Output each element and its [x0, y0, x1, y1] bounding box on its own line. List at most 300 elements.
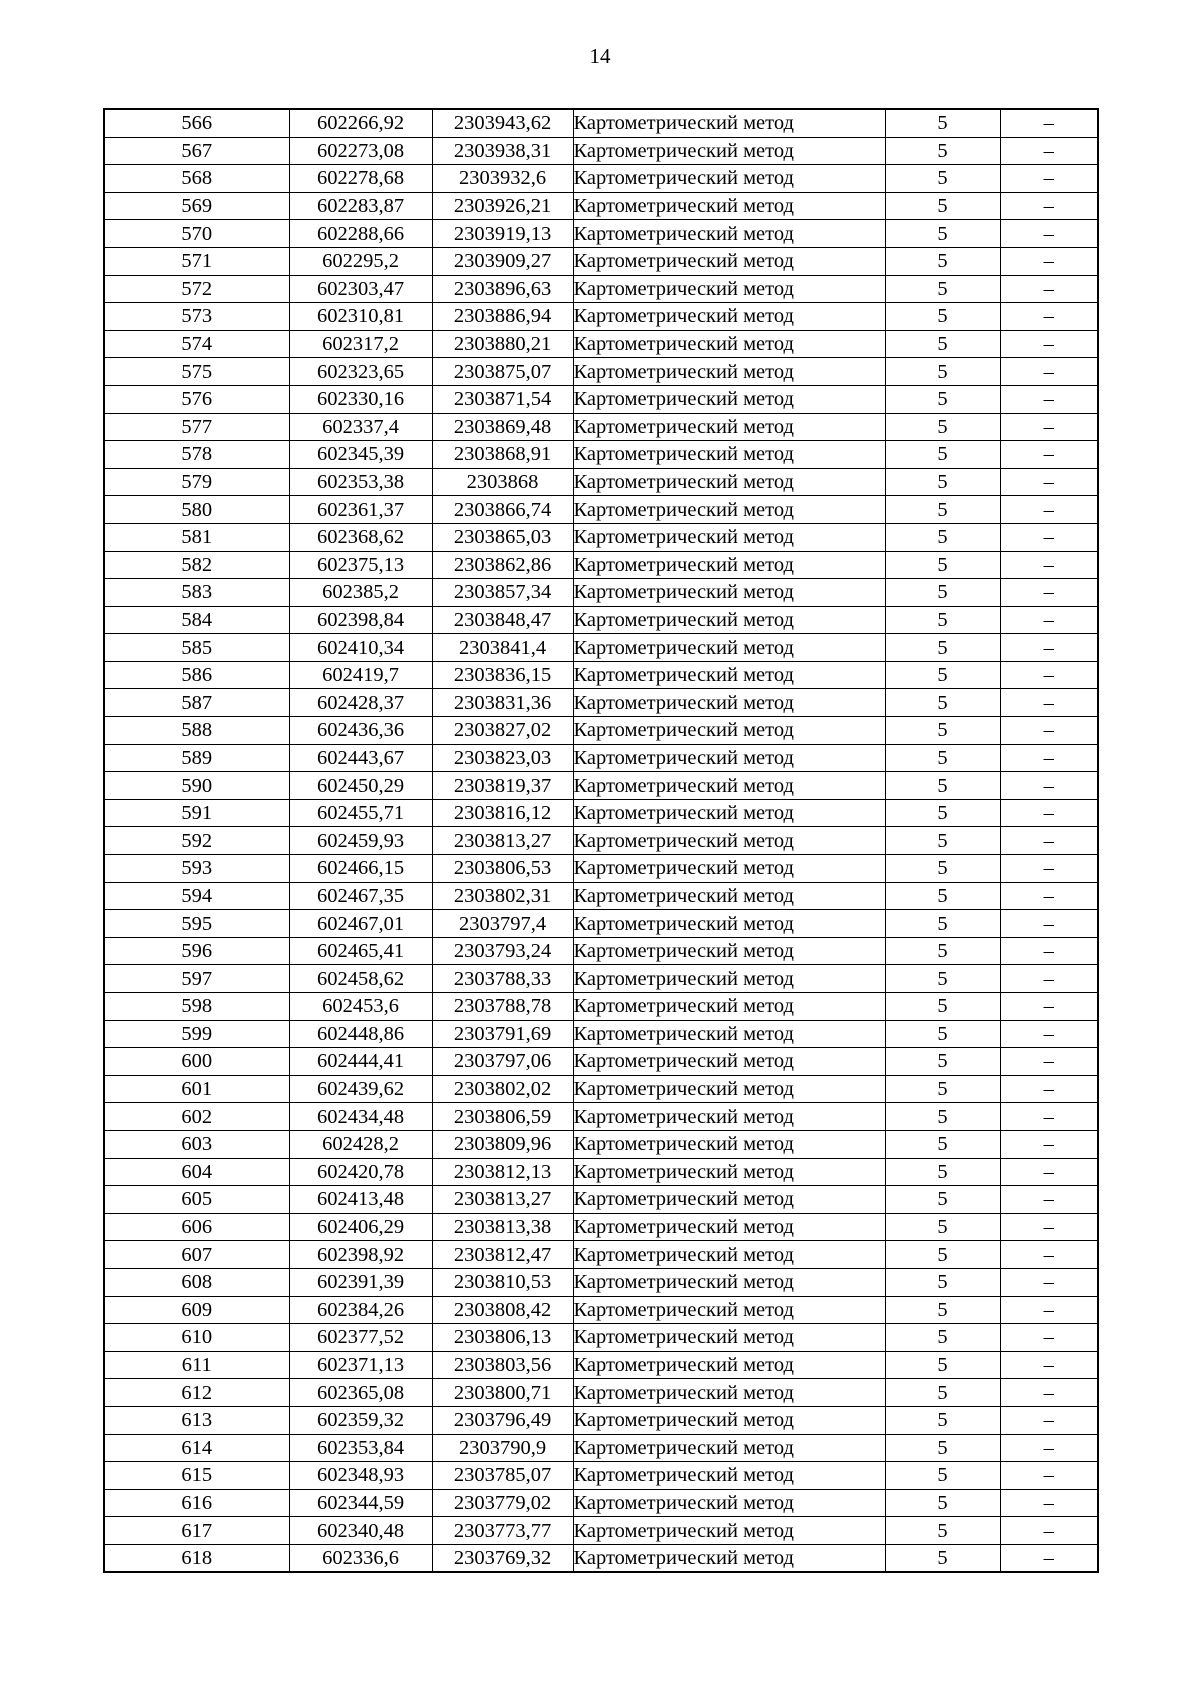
method-cell: Картометрический метод	[573, 551, 885, 579]
y-coordinate-cell: 2303779,02	[432, 1489, 573, 1517]
point-number-cell: 592	[104, 827, 289, 855]
point-number-cell: 584	[104, 606, 289, 634]
x-coordinate-cell: 602295,2	[289, 247, 432, 275]
method-cell: Картометрический метод	[573, 441, 885, 469]
accuracy-cell: 5	[885, 1268, 1000, 1296]
point-number-cell: 604	[104, 1158, 289, 1186]
method-cell: Картометрический метод	[573, 634, 885, 662]
accuracy-cell: 5	[885, 441, 1000, 469]
point-number-cell: 608	[104, 1268, 289, 1296]
x-coordinate-cell: 602353,84	[289, 1434, 432, 1462]
table-row	[104, 109, 1098, 137]
method-cell: Картометрический метод	[573, 937, 885, 965]
method-cell: Картометрический метод	[573, 1379, 885, 1407]
method-cell: Картометрический метод	[573, 1158, 885, 1186]
dash-cell: –	[1000, 109, 1098, 137]
method-cell: Картометрический метод	[573, 882, 885, 910]
table-row	[104, 1186, 1098, 1214]
dash-cell: –	[1000, 247, 1098, 275]
y-coordinate-cell: 2303808,42	[432, 1296, 573, 1324]
method-cell: Картометрический метод	[573, 1186, 885, 1214]
table-row	[104, 551, 1098, 579]
x-coordinate-cell: 602288,66	[289, 220, 432, 248]
method-cell: Картометрический метод	[573, 1351, 885, 1379]
accuracy-cell: 5	[885, 965, 1000, 993]
table-row	[104, 275, 1098, 303]
x-coordinate-cell: 602336,6	[289, 1544, 432, 1572]
x-coordinate-cell: 602455,71	[289, 799, 432, 827]
table-row	[104, 523, 1098, 551]
x-coordinate-cell: 602428,2	[289, 1130, 432, 1158]
method-cell: Картометрический метод	[573, 275, 885, 303]
table-row	[104, 882, 1098, 910]
accuracy-cell: 5	[885, 1241, 1000, 1269]
accuracy-cell: 5	[885, 1048, 1000, 1076]
x-coordinate-cell: 602466,15	[289, 855, 432, 883]
accuracy-cell: 5	[885, 1103, 1000, 1131]
accuracy-cell: 5	[885, 1075, 1000, 1103]
accuracy-cell: 5	[885, 579, 1000, 607]
dash-cell: –	[1000, 441, 1098, 469]
point-number-cell: 602	[104, 1103, 289, 1131]
y-coordinate-cell: 2303813,27	[432, 1186, 573, 1214]
x-coordinate-cell: 602450,29	[289, 772, 432, 800]
x-coordinate-cell: 602375,13	[289, 551, 432, 579]
y-coordinate-cell: 2303938,31	[432, 137, 573, 165]
dash-cell: –	[1000, 275, 1098, 303]
method-cell: Картометрический метод	[573, 910, 885, 938]
y-coordinate-cell: 2303769,32	[432, 1544, 573, 1572]
page-number: 14	[589, 44, 611, 68]
y-coordinate-cell: 2303773,77	[432, 1517, 573, 1545]
method-cell: Картометрический метод	[573, 192, 885, 220]
y-coordinate-cell: 2303868	[432, 468, 573, 496]
point-number-cell: 577	[104, 413, 289, 441]
x-coordinate-cell: 602283,87	[289, 192, 432, 220]
accuracy-cell: 5	[885, 496, 1000, 524]
dash-cell: –	[1000, 661, 1098, 689]
method-cell: Картометрический метод	[573, 385, 885, 413]
table-row	[104, 606, 1098, 634]
method-cell: Картометрический метод	[573, 827, 885, 855]
accuracy-cell: 5	[885, 109, 1000, 137]
x-coordinate-cell: 602398,84	[289, 606, 432, 634]
y-coordinate-cell: 2303866,74	[432, 496, 573, 524]
method-cell: Картометрический метод	[573, 965, 885, 993]
y-coordinate-cell: 2303788,78	[432, 993, 573, 1021]
dash-cell: –	[1000, 1462, 1098, 1490]
accuracy-cell: 5	[885, 247, 1000, 275]
accuracy-cell: 5	[885, 1020, 1000, 1048]
accuracy-cell: 5	[885, 910, 1000, 938]
accuracy-cell: 5	[885, 993, 1000, 1021]
dash-cell: –	[1000, 717, 1098, 745]
dash-cell: –	[1000, 303, 1098, 331]
method-cell: Картометрический метод	[573, 413, 885, 441]
method-cell: Картометрический метод	[573, 606, 885, 634]
table-row	[104, 247, 1098, 275]
method-cell: Картометрический метод	[573, 523, 885, 551]
table-row	[104, 1406, 1098, 1434]
dash-cell: –	[1000, 634, 1098, 662]
table-row	[104, 441, 1098, 469]
x-coordinate-cell: 602345,39	[289, 441, 432, 469]
y-coordinate-cell: 2303803,56	[432, 1351, 573, 1379]
method-cell: Картометрический метод	[573, 744, 885, 772]
accuracy-cell: 5	[885, 303, 1000, 331]
table-row	[104, 1351, 1098, 1379]
dash-cell: –	[1000, 1158, 1098, 1186]
dash-cell: –	[1000, 1268, 1098, 1296]
accuracy-cell: 5	[885, 1462, 1000, 1490]
dash-cell: –	[1000, 1048, 1098, 1076]
point-number-cell: 566	[104, 109, 289, 137]
point-number-cell: 612	[104, 1379, 289, 1407]
accuracy-cell: 5	[885, 661, 1000, 689]
y-coordinate-cell: 2303871,54	[432, 385, 573, 413]
table-row	[104, 468, 1098, 496]
method-cell: Картометрический метод	[573, 358, 885, 386]
x-coordinate-cell: 602385,2	[289, 579, 432, 607]
accuracy-cell: 5	[885, 551, 1000, 579]
table-row	[104, 1296, 1098, 1324]
x-coordinate-cell: 602436,36	[289, 717, 432, 745]
dash-cell: –	[1000, 1020, 1098, 1048]
point-number-cell: 607	[104, 1241, 289, 1269]
point-number-cell: 597	[104, 965, 289, 993]
point-number-cell: 614	[104, 1434, 289, 1462]
x-coordinate-cell: 602467,01	[289, 910, 432, 938]
x-coordinate-cell: 602406,29	[289, 1213, 432, 1241]
y-coordinate-cell: 2303865,03	[432, 523, 573, 551]
y-coordinate-cell: 2303880,21	[432, 330, 573, 358]
y-coordinate-cell: 2303810,53	[432, 1268, 573, 1296]
accuracy-cell: 5	[885, 165, 1000, 193]
x-coordinate-cell: 602428,37	[289, 689, 432, 717]
y-coordinate-cell: 2303836,15	[432, 661, 573, 689]
dash-cell: –	[1000, 1351, 1098, 1379]
accuracy-cell: 5	[885, 689, 1000, 717]
accuracy-cell: 5	[885, 1434, 1000, 1462]
accuracy-cell: 5	[885, 523, 1000, 551]
dash-cell: –	[1000, 1379, 1098, 1407]
x-coordinate-cell: 602410,34	[289, 634, 432, 662]
y-coordinate-cell: 2303806,13	[432, 1324, 573, 1352]
table-row	[104, 937, 1098, 965]
accuracy-cell: 5	[885, 882, 1000, 910]
table-row	[104, 1213, 1098, 1241]
accuracy-cell: 5	[885, 1406, 1000, 1434]
x-coordinate-cell: 602459,93	[289, 827, 432, 855]
accuracy-cell: 5	[885, 1158, 1000, 1186]
accuracy-cell: 5	[885, 1324, 1000, 1352]
accuracy-cell: 5	[885, 1517, 1000, 1545]
dash-cell: –	[1000, 192, 1098, 220]
coordinates-table-body	[104, 109, 1098, 1572]
method-cell: Картометрический метод	[573, 772, 885, 800]
y-coordinate-cell: 2303896,63	[432, 275, 573, 303]
dash-cell: –	[1000, 165, 1098, 193]
dash-cell: –	[1000, 579, 1098, 607]
method-cell: Картометрический метод	[573, 303, 885, 331]
table-row	[104, 965, 1098, 993]
accuracy-cell: 5	[885, 772, 1000, 800]
y-coordinate-cell: 2303797,06	[432, 1048, 573, 1076]
accuracy-cell: 5	[885, 468, 1000, 496]
point-number-cell: 611	[104, 1351, 289, 1379]
table-row	[104, 689, 1098, 717]
accuracy-cell: 5	[885, 137, 1000, 165]
table-row	[104, 1517, 1098, 1545]
y-coordinate-cell: 2303800,71	[432, 1379, 573, 1407]
y-coordinate-cell: 2303868,91	[432, 441, 573, 469]
accuracy-cell: 5	[885, 827, 1000, 855]
y-coordinate-cell: 2303793,24	[432, 937, 573, 965]
x-coordinate-cell: 602377,52	[289, 1324, 432, 1352]
y-coordinate-cell: 2303785,07	[432, 1462, 573, 1490]
table-row	[104, 1324, 1098, 1352]
table-row	[104, 910, 1098, 938]
y-coordinate-cell: 2303909,27	[432, 247, 573, 275]
point-number-cell: 605	[104, 1186, 289, 1214]
table-row	[104, 165, 1098, 193]
dash-cell: –	[1000, 1103, 1098, 1131]
dash-cell: –	[1000, 1130, 1098, 1158]
x-coordinate-cell: 602434,48	[289, 1103, 432, 1131]
method-cell: Картометрический метод	[573, 993, 885, 1021]
point-number-cell: 587	[104, 689, 289, 717]
method-cell: Картометрический метод	[573, 468, 885, 496]
dash-cell: –	[1000, 551, 1098, 579]
dash-cell: –	[1000, 1213, 1098, 1241]
y-coordinate-cell: 2303816,12	[432, 799, 573, 827]
dash-cell: –	[1000, 1406, 1098, 1434]
table-row	[104, 1489, 1098, 1517]
y-coordinate-cell: 2303790,9	[432, 1434, 573, 1462]
method-cell: Картометрический метод	[573, 1544, 885, 1572]
y-coordinate-cell: 2303857,34	[432, 579, 573, 607]
dash-cell: –	[1000, 1296, 1098, 1324]
x-coordinate-cell: 602359,32	[289, 1406, 432, 1434]
accuracy-cell: 5	[885, 744, 1000, 772]
x-coordinate-cell: 602444,41	[289, 1048, 432, 1076]
dash-cell: –	[1000, 1241, 1098, 1269]
table-row	[104, 1462, 1098, 1490]
table-row	[104, 1130, 1098, 1158]
method-cell: Картометрический метод	[573, 1020, 885, 1048]
point-number-cell: 600	[104, 1048, 289, 1076]
x-coordinate-cell: 602303,47	[289, 275, 432, 303]
y-coordinate-cell: 2303813,38	[432, 1213, 573, 1241]
table-row	[104, 330, 1098, 358]
point-number-cell: 580	[104, 496, 289, 524]
point-number-cell: 591	[104, 799, 289, 827]
table-row	[104, 827, 1098, 855]
x-coordinate-cell: 602391,39	[289, 1268, 432, 1296]
accuracy-cell: 5	[885, 1489, 1000, 1517]
table-row	[104, 744, 1098, 772]
point-number-cell: 588	[104, 717, 289, 745]
dash-cell: –	[1000, 855, 1098, 883]
dash-cell: –	[1000, 882, 1098, 910]
point-number-cell: 585	[104, 634, 289, 662]
table-row	[104, 1048, 1098, 1076]
table-row	[104, 1103, 1098, 1131]
point-number-cell: 601	[104, 1075, 289, 1103]
x-coordinate-cell: 602398,92	[289, 1241, 432, 1269]
point-number-cell: 615	[104, 1462, 289, 1490]
table-row	[104, 1544, 1098, 1572]
dash-cell: –	[1000, 1517, 1098, 1545]
dash-cell: –	[1000, 1075, 1098, 1103]
dash-cell: –	[1000, 137, 1098, 165]
method-cell: Картометрический метод	[573, 1462, 885, 1490]
x-coordinate-cell: 602337,4	[289, 413, 432, 441]
y-coordinate-cell: 2303809,96	[432, 1130, 573, 1158]
dash-cell: –	[1000, 606, 1098, 634]
method-cell: Картометрический метод	[573, 799, 885, 827]
point-number-cell: 606	[104, 1213, 289, 1241]
point-number-cell: 578	[104, 441, 289, 469]
y-coordinate-cell: 2303802,31	[432, 882, 573, 910]
x-coordinate-cell: 602371,13	[289, 1351, 432, 1379]
table-row	[104, 358, 1098, 386]
method-cell: Картометрический метод	[573, 496, 885, 524]
y-coordinate-cell: 2303943,62	[432, 109, 573, 137]
table-row	[104, 1379, 1098, 1407]
y-coordinate-cell: 2303791,69	[432, 1020, 573, 1048]
accuracy-cell: 5	[885, 1186, 1000, 1214]
point-number-cell: 572	[104, 275, 289, 303]
y-coordinate-cell: 2303797,4	[432, 910, 573, 938]
accuracy-cell: 5	[885, 1379, 1000, 1407]
method-cell: Картометрический метод	[573, 137, 885, 165]
y-coordinate-cell: 2303919,13	[432, 220, 573, 248]
method-cell: Картометрический метод	[573, 1075, 885, 1103]
method-cell: Картометрический метод	[573, 1048, 885, 1076]
method-cell: Картометрический метод	[573, 689, 885, 717]
dash-cell: –	[1000, 1324, 1098, 1352]
point-number-cell: 598	[104, 993, 289, 1021]
accuracy-cell: 5	[885, 937, 1000, 965]
point-number-cell: 574	[104, 330, 289, 358]
point-number-cell: 576	[104, 385, 289, 413]
coordinates-table	[103, 108, 1099, 1573]
x-coordinate-cell: 602348,93	[289, 1462, 432, 1490]
point-number-cell: 603	[104, 1130, 289, 1158]
table-row	[104, 137, 1098, 165]
x-coordinate-cell: 602384,26	[289, 1296, 432, 1324]
x-coordinate-cell: 602413,48	[289, 1186, 432, 1214]
method-cell: Картометрический метод	[573, 1324, 885, 1352]
method-cell: Картометрический метод	[573, 330, 885, 358]
point-number-cell: 573	[104, 303, 289, 331]
method-cell: Картометрический метод	[573, 1130, 885, 1158]
y-coordinate-cell: 2303827,02	[432, 717, 573, 745]
x-coordinate-cell: 602365,08	[289, 1379, 432, 1407]
table-row	[104, 1241, 1098, 1269]
x-coordinate-cell: 602443,67	[289, 744, 432, 772]
method-cell: Картометрический метод	[573, 1213, 885, 1241]
method-cell: Картометрический метод	[573, 1296, 885, 1324]
point-number-cell: 583	[104, 579, 289, 607]
dash-cell: –	[1000, 496, 1098, 524]
dash-cell: –	[1000, 523, 1098, 551]
method-cell: Картометрический метод	[573, 165, 885, 193]
point-number-cell: 590	[104, 772, 289, 800]
dash-cell: –	[1000, 799, 1098, 827]
accuracy-cell: 5	[885, 1351, 1000, 1379]
dash-cell: –	[1000, 1186, 1098, 1214]
y-coordinate-cell: 2303812,13	[432, 1158, 573, 1186]
accuracy-cell: 5	[885, 855, 1000, 883]
accuracy-cell: 5	[885, 717, 1000, 745]
y-coordinate-cell: 2303819,37	[432, 772, 573, 800]
y-coordinate-cell: 2303841,4	[432, 634, 573, 662]
point-number-cell: 593	[104, 855, 289, 883]
x-coordinate-cell: 602419,7	[289, 661, 432, 689]
x-coordinate-cell: 602448,86	[289, 1020, 432, 1048]
y-coordinate-cell: 2303869,48	[432, 413, 573, 441]
table-row	[104, 799, 1098, 827]
table-row	[104, 413, 1098, 441]
table-row	[104, 634, 1098, 662]
table-row	[104, 993, 1098, 1021]
accuracy-cell: 5	[885, 1130, 1000, 1158]
x-coordinate-cell: 602361,37	[289, 496, 432, 524]
dash-cell: –	[1000, 772, 1098, 800]
dash-cell: –	[1000, 330, 1098, 358]
method-cell: Картометрический метод	[573, 247, 885, 275]
table-row	[104, 1158, 1098, 1186]
point-number-cell: 617	[104, 1517, 289, 1545]
point-number-cell: 579	[104, 468, 289, 496]
x-coordinate-cell: 602310,81	[289, 303, 432, 331]
dash-cell: –	[1000, 689, 1098, 717]
y-coordinate-cell: 2303806,59	[432, 1103, 573, 1131]
y-coordinate-cell: 2303926,21	[432, 192, 573, 220]
point-number-cell: 567	[104, 137, 289, 165]
x-coordinate-cell: 602278,68	[289, 165, 432, 193]
point-number-cell: 594	[104, 882, 289, 910]
y-coordinate-cell: 2303823,03	[432, 744, 573, 772]
accuracy-cell: 5	[885, 275, 1000, 303]
x-coordinate-cell: 602368,62	[289, 523, 432, 551]
table-row	[104, 192, 1098, 220]
x-coordinate-cell: 602344,59	[289, 1489, 432, 1517]
dash-cell: –	[1000, 910, 1098, 938]
accuracy-cell: 5	[885, 634, 1000, 662]
x-coordinate-cell: 602453,6	[289, 993, 432, 1021]
dash-cell: –	[1000, 744, 1098, 772]
point-number-cell: 613	[104, 1406, 289, 1434]
table-row	[104, 496, 1098, 524]
dash-cell: –	[1000, 937, 1098, 965]
dash-cell: –	[1000, 993, 1098, 1021]
point-number-cell: 599	[104, 1020, 289, 1048]
table-row	[104, 1268, 1098, 1296]
y-coordinate-cell: 2303796,49	[432, 1406, 573, 1434]
x-coordinate-cell: 602353,38	[289, 468, 432, 496]
table-row	[104, 303, 1098, 331]
point-number-cell: 586	[104, 661, 289, 689]
point-number-cell: 618	[104, 1544, 289, 1572]
dash-cell: –	[1000, 358, 1098, 386]
table-row	[104, 1020, 1098, 1048]
x-coordinate-cell: 602420,78	[289, 1158, 432, 1186]
y-coordinate-cell: 2303806,53	[432, 855, 573, 883]
dash-cell: –	[1000, 468, 1098, 496]
